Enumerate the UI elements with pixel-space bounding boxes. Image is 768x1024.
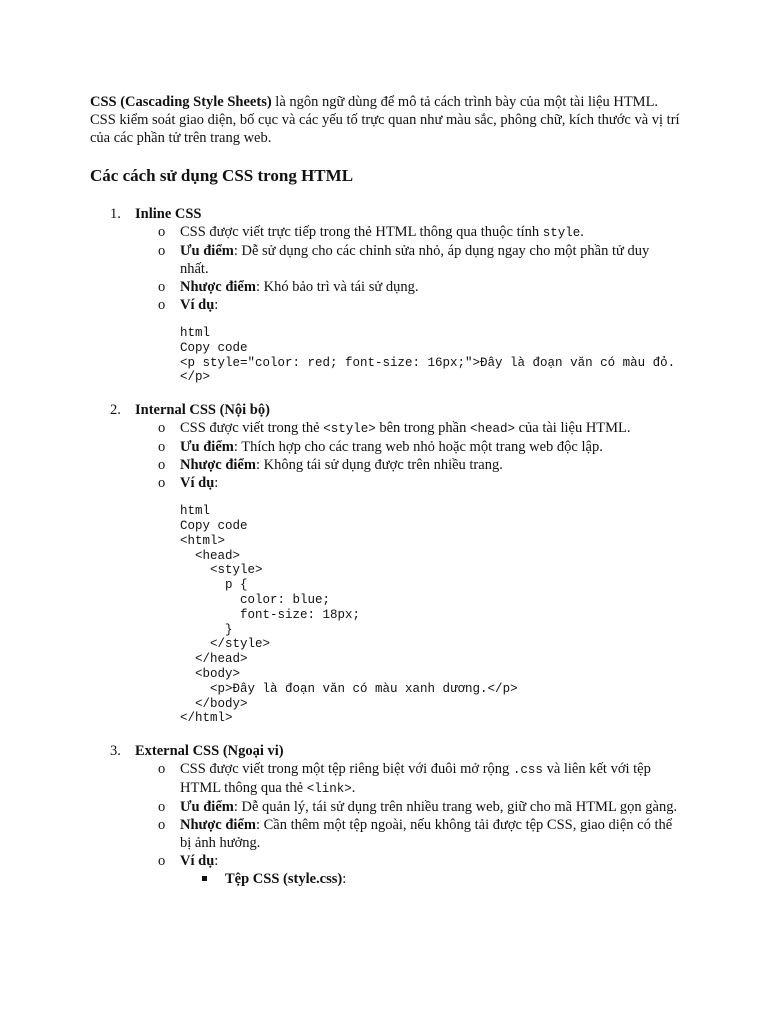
list-item [135,419,680,438]
section-heading: Các cách sử dụng CSS trong HTML [90,166,354,185]
sub-list [135,419,680,492]
inline-code: <head> [469,422,515,437]
list-item [135,242,680,278]
disadvantage-label: Nhược điểm [180,457,256,474]
bullet-icon: o [158,439,166,456]
list-item [135,852,680,888]
inline-code: <style> [323,422,376,437]
item-title: Internal CSS (Nội bộ) [135,402,270,419]
list-item [135,816,680,852]
list-item [135,296,680,314]
sub-list [135,223,680,314]
list-item [135,438,680,456]
bullet-icon: o [158,817,166,834]
methods-list [90,205,680,888]
list-item [135,760,680,798]
item-text: : Cần thêm một tệp ngoài, nếu không tải được tệp CSS, giao diện có thể bị ảnh hưởng. [180,817,673,852]
square-bullet-icon [202,876,207,881]
inline-code: style [542,226,581,240]
sub-sub-list [180,870,680,888]
item-text: : Khó bảo trì và tái sử dụng. [255,279,419,295]
bullet-icon: o [158,279,166,295]
item-text: : Dễ quản lý, tái sử dụng trên nhiều trang web, giữ cho mã HTML gọn gàng. [233,799,678,816]
bullet-icon: o [158,799,166,816]
bullet-icon: o [158,761,166,778]
list-item [135,223,680,242]
item-text: và liên kết với tệp HTML thông qua thẻ [180,761,651,797]
item-text: : [214,853,219,870]
disadvantage-label: Nhược điểm [180,817,256,834]
inline-code: .css [512,763,543,778]
list-item [135,278,680,296]
item-number: 2. [110,402,121,419]
item-text: . [580,224,584,240]
item-text: CSS được viết trực tiếp trong thẻ HTML thông qua thuộc tính [180,224,543,240]
inline-code: <link> [306,782,352,797]
code-block: html Copy code <p style="color: red; font-size: 16px;">Đây là đoạn văn có màu đỏ.</p> [180,326,676,385]
bullet-icon: o [158,243,166,259]
list-item-internal-css [90,401,680,726]
advantage-label: Ưu điểm [180,439,234,456]
list-item [135,474,680,492]
list-item-external-css [90,742,680,888]
list-item [180,870,680,888]
code-block: html Copy code <html> <head> <style> p { color: blue; font-size: 18px; } </style> </head> <body> <p>Đây là đoạn văn có màu xanh dương.</p> </body> </html> [180,504,518,726]
item-text: : Dễ sử dụng cho các chỉnh sửa nhỏ, áp dụng ngay cho một phần tử duy nhất. [180,243,650,277]
intro-text: là ngôn ngữ dùng để mô tả cách trình bày của một tài liệu HTML. CSS kiểm soát giao diện, bố cục và các yếu tố trực quan như màu sắc, phông chữ, kích thước và vị trí của các phần tử trên trang web. [90,94,680,146]
bullet-icon: o [158,297,166,313]
list-item [135,798,680,816]
item-text: . [351,780,356,797]
item-text: của tài liệu HTML. [514,420,631,437]
bullet-icon: o [158,475,166,492]
item-text: : Không tái sử dụng được trên nhiều trang. [255,457,503,474]
intro-paragraph [90,93,680,147]
item-text: : [214,297,219,313]
item-text: CSS được viết trong thẻ [180,420,324,437]
file-label: Tệp CSS (style.css) [225,871,343,888]
list-item [135,456,680,474]
advantage-label: Ưu điểm [180,243,234,259]
item-text: : [342,871,347,888]
item-text: : Thích hợp cho các trang web nhỏ hoặc một trang web độc lập. [233,439,603,456]
document-page [90,93,680,904]
item-text: bên trong phần [375,420,470,437]
disadvantage-label: Nhược điểm [180,279,256,295]
item-number: 1. [110,206,121,222]
example-label: Ví dụ [180,475,215,492]
item-title: External CSS (Ngoại vi) [135,743,284,760]
bullet-icon: o [158,420,166,437]
sub-list [135,760,680,888]
item-number: 3. [110,743,121,760]
advantage-label: Ưu điểm [180,799,234,816]
bullet-icon: o [158,224,166,240]
example-label: Ví dụ [180,853,215,870]
item-text: CSS được viết trong một tệp riêng biệt với đuôi mở rộng [180,761,513,778]
item-title: Inline CSS [135,206,202,222]
bullet-icon: o [158,457,166,474]
bullet-icon: o [158,853,166,870]
item-text: : [214,475,219,492]
example-label: Ví dụ [180,297,215,313]
intro-term: CSS (Cascading Style Sheets) [90,94,272,110]
list-item-inline-css [90,205,680,385]
